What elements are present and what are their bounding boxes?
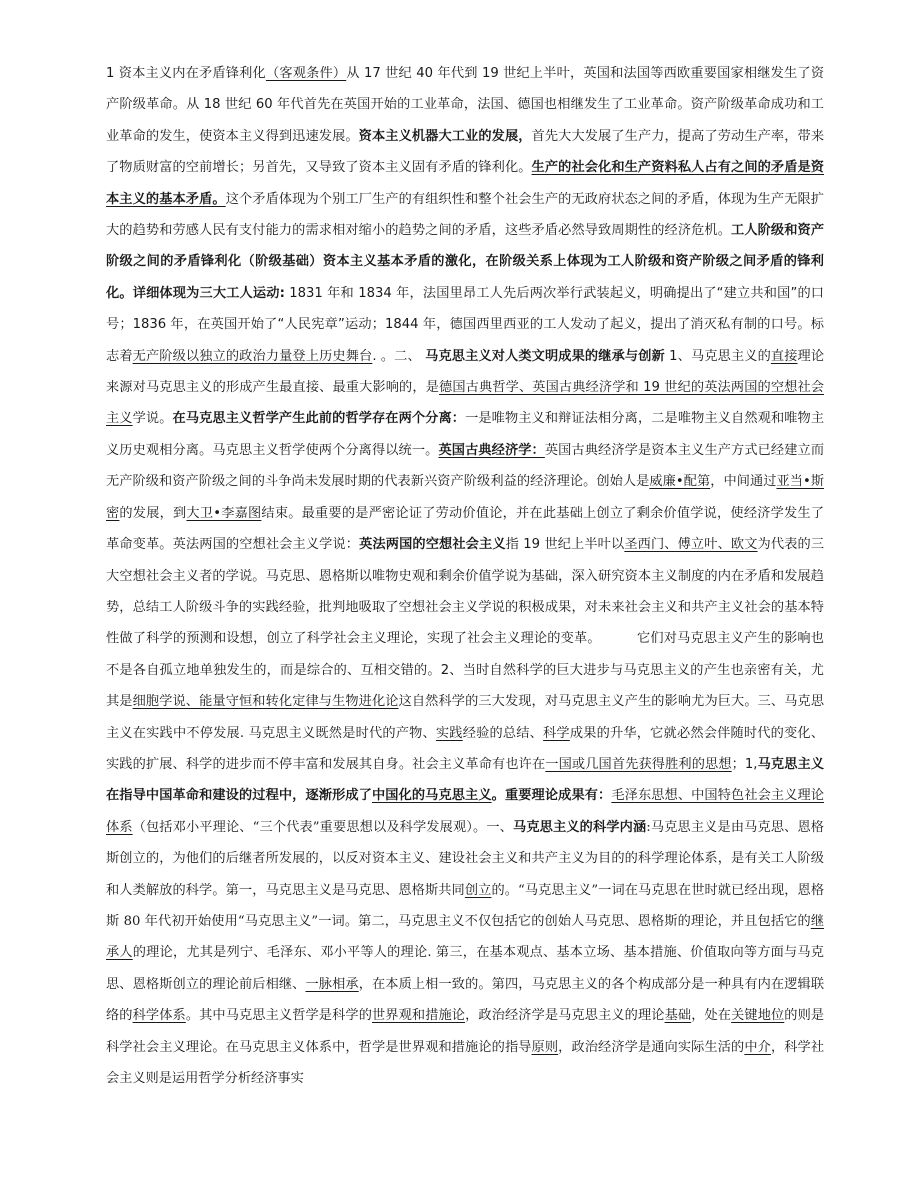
bold-text: 。重要理论成果有：	[491, 788, 612, 804]
text-run: ，政治经济学是通向实际生活的	[558, 1039, 745, 1055]
bold-text: 马克思主义在指导中国革命和建设的过程中，逐渐形成了	[106, 756, 825, 804]
text-run: 经验的总结、	[462, 725, 544, 741]
text-run: 1、马克思主义的	[664, 348, 771, 364]
underlined-text: 圣西门、傅立叶、欧文	[624, 537, 758, 553]
text-run: （包括邓小平理论、“三个代表”重要思想以及科学发展观）。一、	[132, 819, 513, 835]
text-run: ，在本质上相一致的。第四，马克思主义的各个构成部分是一种具有内在逻辑联络的	[106, 976, 825, 1024]
bold-text: 马克思主义的科学内涵	[513, 819, 647, 835]
text-run: 指 19 世纪上半叶以	[505, 537, 625, 553]
underlined-text: 原则	[531, 1039, 559, 1055]
text-run: 这自然科学的三大发现，对马克思主义产生的影响尤为巨大。三、马克思主义在实践中不停发展. 马克思主义既然是时代的产物、	[106, 694, 825, 741]
text-run: 理论来源对马克思主义的形成产生最直接、最重大影响的，是	[106, 348, 825, 396]
text-run: 的。“马克思主义”一词在马克思在世时就已经出现，恩格斯 80 年代初开始使用“马克思主义”一词。第二，马克思主义不仅包括它的创始人马克思、恩格斯的理论，并且包括它的	[106, 882, 825, 929]
text-run: 。其中马克思主义哲学是科学的	[185, 1008, 372, 1024]
underlined-text: 世界观和措施论	[372, 1008, 466, 1024]
text-run: 从 17 世纪 40 年代到 19 世纪上半叶，英国和法国等西欧重要国家相继发生了资产阶级革命。从 18 世纪 60 年代首先在英国开始的工业革命，法国、德国也相继发生了工业革命。资产阶级革命成功和工业革命的发生，使资本主义得到迅速发展。	[106, 66, 825, 144]
text-run: 这个矛盾体现为个别工厂生产的有组织性和整个社会生产的无政府状态之间的矛盾，体现为生产无限扩大的趋势和劳感人民有支付能力的需求相对缩小的趋势之间的矛盾，这些矛盾必然导致周期性的经济危机。	[106, 191, 824, 239]
text-run: ，中间通过	[710, 474, 777, 490]
underlined-text: 基础	[664, 1008, 692, 1024]
text-run: ，科学社会主义则是运用哲学分析经济事实	[106, 1039, 825, 1086]
underlined-text: 毛泽东思想、中国特色社会主义理论体系	[106, 788, 825, 835]
text-run: ，处在	[691, 1008, 732, 1024]
underlined-text: 细胞学说、能量守恒和转化定律与生物进化论	[132, 694, 399, 710]
text-run: :马克思主义是由马克思、恩格斯创立的，为他们的后继者所发展的，以反对资本主义、建设社会主义和共产主义为目的的科学理论体系，是有关工人阶级和人类解放的科学。第一，马克思主义是马克思、恩格斯共同	[106, 819, 824, 898]
text-run: ；1,	[731, 756, 758, 772]
text-run: 的则是科学社会主义理论。在马克思主义体系中，哲学是世界观和措施论的指导	[106, 1008, 825, 1055]
underlined-text: 大卫•李嘉图	[186, 505, 262, 521]
underlined-text: （客观条件）	[265, 66, 347, 81]
text-run: 结束。最重要的是严密论证了劳动价值论，并在此基础上创立了剩余价值学说，使经济学发生了革命变革。英法两国的空想社会主义学说：	[106, 505, 825, 553]
bold-underlined-text: 生产的社会化和生产资料私人占有之间的矛盾是资本主义的基本矛盾。	[106, 160, 824, 207]
text-run: . 。二、	[372, 348, 426, 364]
text-run: 首先大大发展了生产力，提高了劳动生产率，带来了物质财富的空前增长；另首先，又导致了资本主义固有矛盾的锋利化。	[106, 128, 825, 176]
text-run: ，政治经济学是马克思主义的理论	[465, 1008, 665, 1024]
underlined-text: 无产阶级以独立的政治力量登上历史舞台	[132, 348, 373, 364]
text-run: 为代表的三大空想社会主义者的学说。马克思、恩格斯以唯物史观和剩余价值学说为基础，深入研究资本主义制度的内在矛盾和发展趋势，总结工人阶级斗争的实践经验，批判地吸取了空想社会主义学说的积极成果，对未来社会主义和共产主义社会的基本特性做了科学的预测和设想，创立了科学社会主义理论，实现了社会主义理论的变革。	[106, 537, 825, 647]
underlined-text: 亚当•斯密	[106, 474, 825, 521]
bold-text: 在马克思主义哲学产生此前的哲学存在两个分离：	[172, 411, 466, 427]
underlined-text: 科学	[543, 725, 570, 741]
text-run: 的发展，到	[119, 505, 187, 521]
bold-underlined-text: 中国化的马克思主义	[371, 788, 492, 804]
underlined-text: 中介	[744, 1039, 771, 1055]
underlined-text: 直接	[770, 348, 798, 364]
text-run: 1 资本主义内在矛盾锋利化	[106, 66, 266, 81]
bold-text: 资本主义机器大工业的发展，	[358, 128, 532, 144]
underlined-text: 一脉相承	[305, 976, 359, 992]
bold-text: 工人阶级和资产阶级之间的矛盾锋利化（阶级基础）资本主义基本矛盾的激化，在阶级关系上体现为工人阶级和资产阶级之间矛盾的锋利化。详细体现为三大工人运动:	[106, 223, 825, 301]
text-run: 成果的升华，它就必然会伴随时代的变化、实践的扩展、科学的进步而不停丰富和发展其自身。	[106, 725, 825, 772]
text-run: 英国古典经济学是资本主义生产方式已经建立而无产阶级和资产阶级之间的斗争尚未发展时期的代表新兴资产阶级利益的经济理论。创始人是	[106, 442, 825, 490]
underlined-text: 科学体系	[132, 1008, 186, 1024]
text-run: 一是唯物主义和辩证法相分离，二是唯物主义自然观和唯物主义历史观相分离。马克思主义哲学使两个分离得以统一。	[106, 411, 825, 458]
underlined-text: 德国古典哲学、英国古典经济学和 19 世纪的英法两国的空想社会主义	[106, 380, 824, 427]
text-run: 社会主义革命有也许在	[412, 756, 546, 772]
underlined-text: 一国或几国首先获得胜利的思想	[545, 756, 732, 772]
underlined-text: 威廉•配第	[649, 474, 711, 490]
underlined-text: 实践	[435, 725, 463, 741]
underlined-text: 关键地位	[731, 1008, 785, 1024]
text-run: 它们对马克思主义产生的影响也不是各自孤立地单独发生的，而是综合的、互相交错的。2、当时自然科学的巨大进步与马克思主义的产生也亲密有关，尤其是	[106, 631, 824, 710]
underlined-text: 继承人	[106, 913, 824, 961]
text-run: 的理论，尤其是列宁、毛泽东、邓小平等人的理论. 第三，在基本观点、基本立场、基本措施、价值取向等方面与马克思、恩格斯创立的理论前后相继、	[106, 945, 824, 992]
text-run: 学说。	[132, 411, 173, 427]
underlined-text: 创立	[464, 882, 492, 898]
body-paragraph	[106, 58, 824, 1094]
bold-text: 英法两国的空想社会主义	[359, 537, 506, 553]
text-run: 1831 年和 1834 年，法国里昂工人先后两次举行武装起义，明确提出了“建立共和国”的口号；1836 年，在英国开始了“人民宪章”运动；1844 年，德国西里西亚的工人发动了起义，提出了消灭私有制的口号。标志着	[106, 285, 824, 364]
section-heading: 马克思主义对人类文明成果的继承与创新	[425, 348, 665, 364]
bold-underlined-text: 英国古典经济学：	[438, 442, 545, 458]
